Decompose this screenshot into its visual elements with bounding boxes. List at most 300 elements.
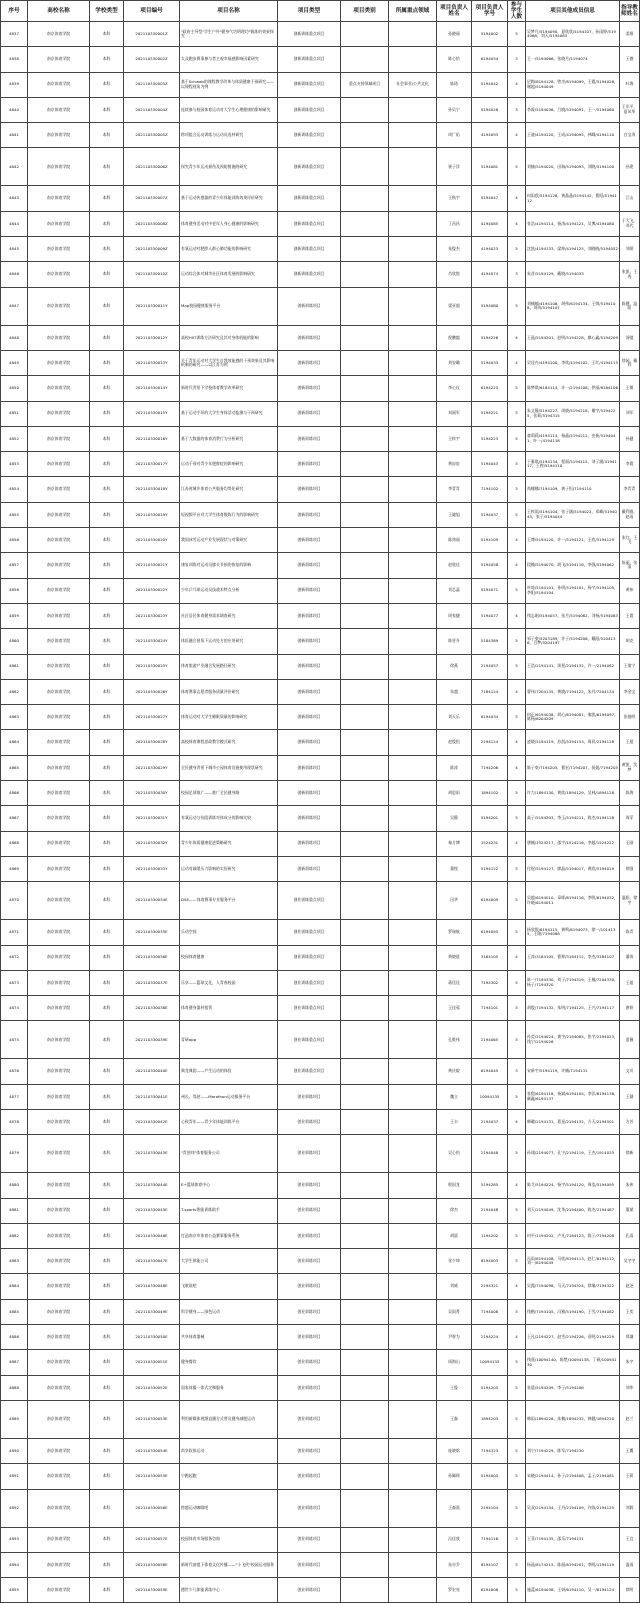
cell-project-type: 创业训练项目 bbox=[278, 1578, 341, 1603]
cell-name: 体育健身器材租赁 bbox=[180, 996, 278, 1021]
cell-name: 青研app bbox=[180, 1021, 278, 1059]
cell-members: 宋晓/2194414，孙子/2194408，孟子/2194081 bbox=[526, 1464, 620, 1489]
cell-school-type: 本科 bbox=[90, 452, 124, 477]
cell-project-type: 创业训练项目 bbox=[278, 1325, 341, 1350]
cell-leader: 王俊 bbox=[437, 1375, 472, 1400]
cell-field bbox=[389, 1059, 437, 1084]
table-row bbox=[1, 1223, 640, 1248]
cell-members: 吴双/2194134，王丹/2194109，许陈/2194125 bbox=[526, 1489, 620, 1527]
cell-no: 4864 bbox=[1, 730, 28, 755]
cell-project-type: 创业训练项目 bbox=[278, 1084, 341, 1109]
cell-student-id: 1894102 bbox=[472, 781, 508, 806]
cell-school: 南京体育学院 bbox=[28, 806, 90, 831]
table-row bbox=[1, 1578, 640, 1603]
cell-school: 南京体育学院 bbox=[28, 1299, 90, 1324]
cell-field bbox=[389, 1223, 437, 1248]
cell-no: 4858 bbox=[1, 578, 28, 603]
table-row bbox=[1, 1299, 640, 1324]
cell-no: 4887 bbox=[1, 1350, 28, 1375]
cell-name: 校园足球推广——推广全民健身路 bbox=[180, 781, 278, 806]
cell-school-type: 本科 bbox=[90, 97, 124, 122]
cell-category bbox=[341, 1249, 389, 1274]
cell-teacher: 张红，王飞 bbox=[620, 528, 640, 553]
cell-members: 吴梦月/5194090，夏欣欣/5194107，孙雨婷/5194068，刘天/5194083 bbox=[526, 22, 620, 47]
cell-members: 钱志刚/5194057，张月/5194082，刘杨/5194083 bbox=[526, 603, 620, 628]
cell-category bbox=[341, 920, 389, 945]
cell-name: "政府主导型"学生户外"健身气功明理功"锻炼的效果探究 bbox=[180, 22, 278, 47]
table-row bbox=[1, 1552, 640, 1577]
cell-student-id: 7194101 bbox=[472, 996, 508, 1021]
cell-name: 运动对减缓压力影响的实验研究 bbox=[180, 856, 278, 881]
cell-name: DSE——体育赛事专业服务平台 bbox=[180, 882, 278, 920]
cell-school-type: 本科 bbox=[90, 553, 124, 578]
cell-field bbox=[389, 1021, 437, 1059]
cell-category bbox=[341, 477, 389, 502]
cell-no: 4882 bbox=[1, 1223, 28, 1248]
cell-field bbox=[389, 1135, 437, 1173]
cell-no: 4888 bbox=[1, 1375, 28, 1400]
cell-category bbox=[341, 426, 389, 451]
cell-count: 4 bbox=[508, 528, 526, 553]
cell-name: 运动干预对青少年肥胖症的影响研究 bbox=[180, 452, 278, 477]
table-row bbox=[1, 1350, 640, 1375]
table-row bbox=[1, 1464, 640, 1489]
cell-name: "青创邦"体育服务公司 bbox=[180, 1135, 278, 1173]
cell-student-id: 6194223 bbox=[472, 376, 508, 401]
cell-leader: 李心仪 bbox=[437, 376, 472, 401]
cell-leader: 周家捷 bbox=[437, 603, 472, 628]
cell-teacher: 郑谦 bbox=[620, 1325, 640, 1350]
cell-field bbox=[389, 22, 437, 47]
header-project-type: 项目类型 bbox=[278, 1, 341, 22]
cell-count: 5 bbox=[508, 806, 526, 831]
table-row bbox=[1, 920, 640, 945]
cell-field bbox=[389, 148, 437, 186]
cell-code: 202110330007Z bbox=[124, 186, 180, 211]
cell-members: 于雅琪/5194134，程丽/5194115，刘子涵/4194117，王婷/5194110 bbox=[526, 452, 620, 477]
table-row bbox=[1, 22, 640, 47]
cell-project-type: 创新训练项目 bbox=[278, 578, 341, 603]
cell-no: 4886 bbox=[1, 1325, 28, 1350]
cell-teacher: 朱伟 bbox=[620, 1173, 640, 1198]
cell-teacher: 徐强 bbox=[620, 856, 640, 881]
cell-count: 4 bbox=[508, 1173, 526, 1198]
cell-school-type: 本科 bbox=[90, 806, 124, 831]
cell-school-type: 本科 bbox=[90, 325, 124, 350]
cell-field bbox=[389, 1249, 437, 1274]
cell-code: 202110330006Z bbox=[124, 148, 180, 186]
cell-no: 4894 bbox=[1, 1552, 28, 1577]
cell-count: 4 bbox=[508, 211, 526, 236]
cell-leader: 董悦 bbox=[437, 856, 472, 881]
cell-no: 4869 bbox=[1, 856, 28, 881]
cell-school: 南京体育学院 bbox=[28, 730, 90, 755]
cell-project-type: 创新训练项目 bbox=[278, 452, 341, 477]
cell-code: 202110330015Y bbox=[124, 401, 180, 426]
cell-name: 乐享——篮球文化，人青春校园 bbox=[180, 970, 278, 995]
cell-count: 5 bbox=[508, 1375, 526, 1400]
cell-teacher: 王翼 bbox=[620, 1438, 640, 1463]
cell-school-type: 本科 bbox=[90, 679, 124, 704]
cell-count: 5 bbox=[508, 376, 526, 401]
table-row bbox=[1, 148, 640, 186]
cell-school-type: 本科 bbox=[90, 629, 124, 654]
cell-field bbox=[389, 831, 437, 856]
cell-teacher: 王超 bbox=[620, 970, 640, 995]
cell-teacher: 白宝涛 bbox=[620, 123, 640, 148]
cell-field bbox=[389, 123, 437, 148]
cell-field bbox=[389, 730, 437, 755]
cell-field bbox=[389, 1084, 437, 1109]
cell-field bbox=[389, 856, 437, 881]
cell-category bbox=[341, 578, 389, 603]
cell-school-type: 本科 bbox=[90, 1173, 124, 1198]
cell-category bbox=[341, 882, 389, 920]
cell-name: 体育赛事志愿者服务质量评价研究 bbox=[180, 679, 278, 704]
table-row bbox=[1, 237, 640, 262]
cell-student-id: 2194104 bbox=[472, 1489, 508, 1527]
cell-no: 4849 bbox=[1, 350, 28, 375]
cell-members: 吴佳卉/4194100，李欣/4194102，王红/4194115 bbox=[526, 350, 620, 375]
cell-category bbox=[341, 401, 389, 426]
cell-members: 朱晋/5194129，戴晓/5194033 bbox=[526, 262, 620, 287]
cell-project-type: 创业训练项目 bbox=[278, 1135, 341, 1173]
cell-field bbox=[389, 1578, 437, 1603]
cell-school: 南京体育学院 bbox=[28, 502, 90, 527]
cell-name: 宁跑起跑 bbox=[180, 1464, 278, 1489]
cell-teacher: 于大飞，邓代 bbox=[620, 211, 640, 236]
cell-category bbox=[341, 1021, 389, 1059]
cell-category bbox=[341, 376, 389, 401]
cell-code: 202110330044E bbox=[124, 1173, 180, 1198]
table-row bbox=[1, 47, 640, 72]
cell-name: 青少年体质健康促进策略研究 bbox=[180, 831, 278, 856]
cell-school: 南京体育学院 bbox=[28, 970, 90, 995]
cell-school-type: 本科 bbox=[90, 1375, 124, 1400]
cell-name: T-sports智能训练助手 bbox=[180, 1198, 278, 1223]
cell-code: 202110330041E bbox=[124, 1084, 180, 1109]
cell-no: 4859 bbox=[1, 603, 28, 628]
cell-code: 202110330010Z bbox=[124, 262, 180, 287]
cell-school-type: 本科 bbox=[90, 1249, 124, 1274]
cell-school: 南京体育学院 bbox=[28, 996, 90, 1021]
cell-code: 202110330012Y bbox=[124, 325, 180, 350]
cell-members: 刘宁/7194229，陈军/7194230 bbox=[526, 1438, 620, 1463]
cell-school-type: 本科 bbox=[90, 123, 124, 148]
cell-teacher: 徐园，戴利 bbox=[620, 350, 640, 375]
cell-members: 张甜/6194118，杨斌/6194105，李洋/6194138，颜鑫/6194137 bbox=[526, 1084, 620, 1109]
cell-category bbox=[341, 1325, 389, 1350]
cell-teacher: 董斌 bbox=[620, 1198, 640, 1223]
cell-category bbox=[341, 123, 389, 148]
header-no: 序号 bbox=[1, 1, 28, 22]
cell-student-id: 5194226 bbox=[472, 325, 508, 350]
cell-student-id: 4194074 bbox=[472, 262, 508, 287]
table-row bbox=[1, 856, 640, 881]
cell-student-id: 5194028 bbox=[472, 97, 508, 122]
table-row bbox=[1, 603, 640, 628]
cell-category bbox=[341, 629, 389, 654]
cell-name: 典龙典韵——产生运动的体验 bbox=[180, 1059, 278, 1084]
table-row bbox=[1, 72, 640, 97]
cell-code: 202110330034E bbox=[124, 882, 180, 920]
header-school: 高校名称 bbox=[28, 1, 90, 22]
cell-teacher: 孙建 bbox=[620, 148, 640, 186]
cell-school: 南京体育学院 bbox=[28, 22, 90, 47]
cell-school: 南京体育学院 bbox=[28, 1489, 90, 1527]
cell-leader: 赵俊恒 bbox=[437, 730, 472, 755]
cell-project-type: 创业训练重点项目 bbox=[278, 970, 341, 995]
cell-project-type: 创新训练项目 bbox=[278, 806, 341, 831]
cell-teacher: 王宜 bbox=[620, 1527, 640, 1552]
cell-teacher: 王敏 bbox=[620, 376, 640, 401]
cell-leader: 刘丽军 bbox=[437, 401, 472, 426]
cell-members: 张晨/5194209，李子/5194208 bbox=[526, 1375, 620, 1400]
cell-field bbox=[389, 1109, 437, 1134]
cell-code: 202110330043E bbox=[124, 1135, 180, 1173]
cell-code: 202110330022Y bbox=[124, 578, 180, 603]
cell-no: 4881 bbox=[1, 1198, 28, 1223]
cell-school: 南京体育学院 bbox=[28, 1059, 90, 1084]
cell-name: 科学健身——绿色运动 bbox=[180, 1299, 278, 1324]
cell-leader: 张少坤 bbox=[437, 1249, 472, 1274]
cell-field: 社会事业/公共文化 bbox=[389, 72, 437, 97]
cell-school: 南京体育学院 bbox=[28, 1198, 90, 1223]
cell-members: 凌晓/5194119，苏凯/5194153，周祥/2194128 bbox=[526, 730, 620, 755]
cell-teacher: 陈丽，张清 bbox=[620, 553, 640, 578]
cell-no: 4855 bbox=[1, 502, 28, 527]
cell-members: 杨欣悦/6194115，黄鸣/6194073，徐一/1014135，王刚/7194088 bbox=[526, 920, 620, 945]
cell-code: 202110330051E bbox=[124, 1350, 180, 1375]
cell-name: 校园体育市场服务咨询 bbox=[180, 1527, 278, 1552]
cell-no: 4871 bbox=[1, 920, 28, 945]
cell-school: 南京体育学院 bbox=[28, 1021, 90, 1059]
table-row bbox=[1, 262, 640, 287]
cell-count: 5 bbox=[508, 1084, 526, 1109]
cell-members: 吴露/7194098，马天/7194324，徐瑞/7194322 bbox=[526, 1274, 620, 1299]
cell-school: 南京体育学院 bbox=[28, 97, 90, 122]
cell-code: 202110330037E bbox=[124, 970, 180, 995]
cell-school: 南京体育学院 bbox=[28, 603, 90, 628]
cell-no: 4840 bbox=[1, 97, 28, 122]
cell-members: 钱楷/7194105，冯雅/5194190，王雪/7194082 bbox=[526, 1299, 620, 1324]
cell-category bbox=[341, 1400, 389, 1438]
cell-code: 202110330059E bbox=[124, 1578, 180, 1603]
cell-project-type: 创新训练项目 bbox=[278, 477, 341, 502]
table-row bbox=[1, 1198, 640, 1223]
cell-count: 3 bbox=[508, 477, 526, 502]
cell-leader: 罗宏亮 bbox=[437, 1578, 472, 1603]
cell-no: 4845 bbox=[1, 237, 28, 262]
cell-category bbox=[341, 1552, 389, 1577]
cell-name: 少年乒乓球运动员技战术特点分析 bbox=[180, 578, 278, 603]
cell-project-type: 创新训练项目 bbox=[278, 705, 341, 730]
cell-leader: 黄宙宸 bbox=[437, 452, 472, 477]
cell-leader: 孙佩瑶 bbox=[437, 1464, 472, 1489]
cell-field bbox=[389, 1464, 437, 1489]
table-row bbox=[1, 1375, 640, 1400]
cell-school: 南京体育学院 bbox=[28, 856, 90, 881]
cell-student-id: 5194042 bbox=[472, 72, 508, 97]
cell-school-type: 本科 bbox=[90, 1438, 124, 1463]
cell-category bbox=[341, 806, 389, 831]
cell-members: 陈一/7194330，刘子/7194319，王楠/7204330，杨子/7194320 bbox=[526, 970, 620, 995]
cell-student-id: 7194116 bbox=[472, 1527, 508, 1552]
cell-code: 202110330002Z bbox=[124, 47, 180, 72]
cell-leader: 陈心怡 bbox=[437, 47, 472, 72]
cell-no: 4884 bbox=[1, 1274, 28, 1299]
cell-count: 5 bbox=[508, 502, 526, 527]
table-row bbox=[1, 755, 640, 780]
cell-school-type: 本科 bbox=[90, 603, 124, 628]
cell-student-id: 6194054 bbox=[472, 47, 508, 72]
cell-count: 5 bbox=[508, 1249, 526, 1274]
cell-leader: 孔维伟 bbox=[437, 1021, 472, 1059]
cell-teacher: 王超 bbox=[620, 730, 640, 755]
cell-code: 202110330038E bbox=[124, 996, 180, 1021]
cell-leader: 赵欣佳 bbox=[437, 553, 472, 578]
cell-members: 尚娜娜/7194109，黄子恒/7194110 bbox=[526, 477, 620, 502]
cell-name: 基于运动手环的大学生身体活动监测与干预研究 bbox=[180, 401, 278, 426]
cell-project-type: 创新训练项目 bbox=[278, 603, 341, 628]
cell-name: 健身餐饮 bbox=[180, 1350, 278, 1375]
cell-name: 连续参与校园体育运动对大学生心理健康的影响研究 bbox=[180, 97, 278, 122]
cell-field bbox=[389, 1527, 437, 1552]
cell-teacher: 胡克 bbox=[620, 629, 640, 654]
cell-members: 刘楠/5194020，田瑞/5194093，刘晓/5194100 bbox=[526, 148, 620, 186]
cell-members: 王涛/3184105，曹梓/3184112，李杰/3184107 bbox=[526, 945, 620, 970]
cell-school: 南京体育学院 bbox=[28, 1274, 90, 1299]
cell-code: 202110330050E bbox=[124, 1325, 180, 1350]
cell-teacher: 刘军 bbox=[620, 401, 640, 426]
cell-category bbox=[341, 705, 389, 730]
cell-name: 我国冰雪运动产业发展现状与对策研究 bbox=[180, 528, 278, 553]
cell-leader: 孙贝宁 bbox=[437, 97, 472, 122]
cell-no: 4878 bbox=[1, 1109, 28, 1134]
cell-school-type: 本科 bbox=[90, 996, 124, 1021]
cell-name: 跨项组合运动训练与运动员选材研究 bbox=[180, 123, 278, 148]
cell-no: 4892 bbox=[1, 1489, 28, 1527]
cell-school: 南京体育学院 bbox=[28, 553, 90, 578]
cell-no: 4848 bbox=[1, 325, 28, 350]
cell-category bbox=[341, 47, 389, 72]
cell-members: 许力/1894130，黄欣/1894129，吴林/1894128 bbox=[526, 781, 620, 806]
table-row bbox=[1, 1021, 640, 1059]
header-leader: 项目负责人姓名 bbox=[437, 1, 472, 22]
cell-code: 202110330047E bbox=[124, 1249, 180, 1274]
cell-name: 体医融合视角下运动处方的应用研究 bbox=[180, 629, 278, 654]
cell-members: 付煜/5194127，廖晶/5194017，黄欣/5194019 bbox=[526, 856, 620, 881]
cell-school: 南京体育学院 bbox=[28, 705, 90, 730]
cell-school-type: 本科 bbox=[90, 578, 124, 603]
cell-members: 孙翊/2194077，孔宁/2194119，王杰/1914033 bbox=[526, 1135, 620, 1173]
cell-student-id: 4194093 bbox=[472, 123, 508, 148]
cell-name: 利用新媒体视频直播方式普及健身减肥运动 bbox=[180, 1400, 278, 1438]
cell-leader: 陈琦 bbox=[437, 72, 472, 97]
cell-no: 4860 bbox=[1, 629, 28, 654]
cell-category bbox=[341, 350, 389, 375]
cell-field bbox=[389, 452, 437, 477]
cell-school: 南京体育学院 bbox=[28, 831, 90, 856]
cell-teacher: 叶海 bbox=[620, 72, 640, 97]
table-row bbox=[1, 970, 640, 995]
cell-code: 202110330040E bbox=[124, 1059, 180, 1084]
cell-school-type: 本科 bbox=[90, 1135, 124, 1173]
cell-no: 4846 bbox=[1, 262, 28, 287]
table-row bbox=[1, 426, 640, 451]
table-row bbox=[1, 452, 640, 477]
cell-teacher: 戴利群，赵雨 bbox=[620, 502, 640, 527]
cell-school: 南京体育学院 bbox=[28, 1375, 90, 1400]
cell-teacher: 李霞 bbox=[620, 452, 640, 477]
cell-code: 202110330025Y bbox=[124, 654, 180, 679]
cell-category bbox=[341, 1084, 389, 1109]
cell-code: 202110330013Y bbox=[124, 350, 180, 375]
cell-count: 5 bbox=[508, 237, 526, 262]
cell-name: 体育运动对大学生睡眠质量的影响研究 bbox=[180, 705, 278, 730]
cell-teacher: 潘涛 bbox=[620, 945, 640, 970]
cell-teacher: 张骏明 bbox=[620, 705, 640, 730]
cell-field bbox=[389, 287, 437, 325]
cell-leader: 黄晓晨 bbox=[437, 945, 472, 970]
cell-leader: 陈晋升 bbox=[437, 629, 472, 654]
table-row bbox=[1, 123, 640, 148]
cell-category bbox=[341, 502, 389, 527]
cell-count: 3 bbox=[508, 97, 526, 122]
cell-project-type: 创新训练重点项目 bbox=[278, 211, 341, 236]
cell-project-type: 创业训练项目 bbox=[278, 1527, 341, 1552]
cell-teacher: 李金宝 bbox=[620, 679, 640, 704]
cell-student-id: 7184124 bbox=[472, 679, 508, 704]
cell-project-type: 创新训练项目 bbox=[278, 426, 341, 451]
cell-no: 4880 bbox=[1, 1173, 28, 1198]
cell-project-type: 创新训练重点项目 bbox=[278, 97, 341, 122]
cell-name: 太众跑步赛事参与者主观幸福感影响因素研究 bbox=[180, 47, 278, 72]
cell-name: 心致青年——青少年体能训练平台 bbox=[180, 1109, 278, 1134]
cell-field bbox=[389, 553, 437, 578]
cell-count: 5 bbox=[508, 920, 526, 945]
cell-teacher: 陈健，温阳 bbox=[620, 287, 640, 325]
cell-count: 5 bbox=[508, 1464, 526, 1489]
cell-code: 202110330018Y bbox=[124, 477, 180, 502]
cell-school: 南京体育学院 bbox=[28, 1438, 90, 1463]
cell-no: 4872 bbox=[1, 945, 28, 970]
cell-code: 202110330028Y bbox=[124, 730, 180, 755]
cell-members: 陈子豪/7194205，曹宏/7194207，侯媛/7194205 bbox=[526, 755, 620, 780]
cell-members: 胡俊/7194132，朱明/7194125，王兴/7194117 bbox=[526, 996, 620, 1021]
cell-name: 新时代前提下体育文化传播——"小飞侠"校园运动服务 bbox=[180, 1552, 278, 1577]
cell-leader: 王梓宇 bbox=[437, 426, 472, 451]
cell-school: 南京体育学院 bbox=[28, 945, 90, 970]
cell-project-type: 创新训练重点项目 bbox=[278, 47, 341, 72]
cell-teacher: 刘润 bbox=[620, 1489, 640, 1527]
cell-project-type: 创业训练项目 bbox=[278, 1198, 341, 1223]
cell-name: 德世少儿体能训练中心 bbox=[180, 1578, 278, 1603]
cell-school-type: 本科 bbox=[90, 1527, 124, 1552]
cell-field bbox=[389, 578, 437, 603]
cell-field bbox=[389, 603, 437, 628]
cell-school-type: 本科 bbox=[90, 287, 124, 325]
cell-project-type: 创新训练项目 bbox=[278, 287, 341, 325]
cell-leader: 冯佳欣 bbox=[437, 1527, 472, 1552]
cell-members: 陈梦琪/6184114，许一/2194108，伊丽/6184106 bbox=[526, 376, 620, 401]
cell-category: 重点支持领域项目 bbox=[341, 72, 389, 97]
cell-school-type: 本科 bbox=[90, 882, 124, 920]
cell-student-id: 5194002 bbox=[472, 22, 508, 47]
cell-no: 4867 bbox=[1, 806, 28, 831]
cell-student-id: 5194081 bbox=[472, 148, 508, 186]
cell-members: 叶绮/5194101，孙明/5194101，杨宇/5194105，李阳/5194104 bbox=[526, 578, 620, 603]
